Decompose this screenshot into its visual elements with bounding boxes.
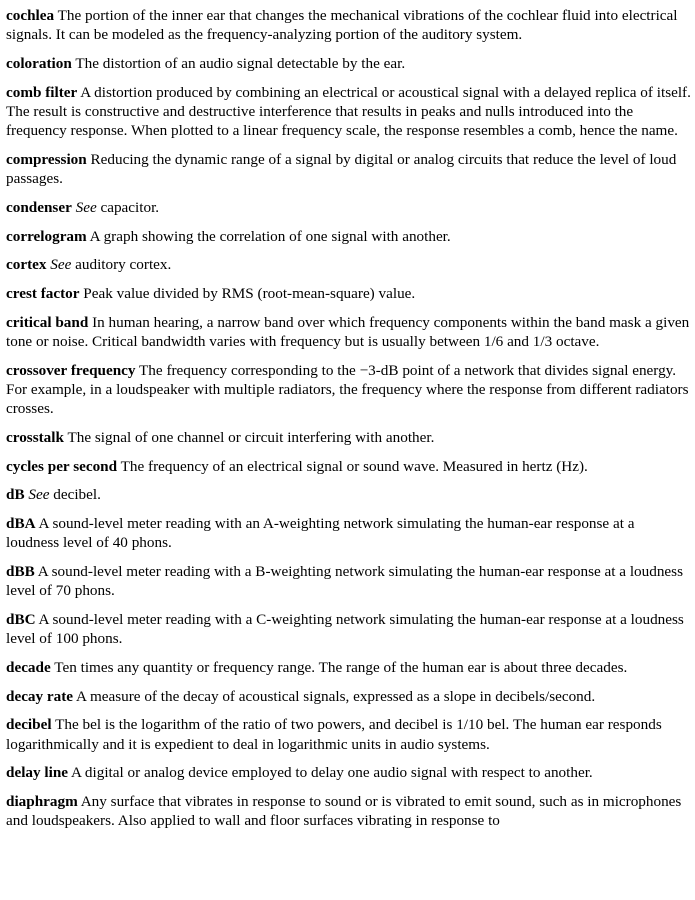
- glossary-entry-cycles-per-second: [6, 457, 691, 476]
- entry-term: crest factor: [6, 285, 80, 302]
- entry-definition: decibel.: [53, 486, 101, 504]
- glossary-entry-cortex: [6, 255, 691, 274]
- entry-definition: capacitor.: [100, 198, 160, 216]
- entry-definition: A sound-level meter reading with a B-weighting network simulating the human-ear response at a loudness level of 70 phons.: [6, 563, 683, 600]
- entry-definition: Peak value divided by RMS (root-mean-square) value.: [83, 285, 416, 302]
- glossary-entry-decade: [6, 658, 691, 677]
- entry-term: decade: [6, 658, 51, 676]
- glossary-entry-coloration: [6, 54, 691, 73]
- entry-definition: A graph showing the correlation of one signal with another.: [89, 227, 451, 245]
- entry-term: critical band: [6, 313, 89, 331]
- entry-term: dBC: [6, 610, 36, 628]
- entry-definition: A sound-level meter reading with a C-weighting network simulating the human-ear response at a loudness level of 100 phons.: [6, 610, 684, 648]
- glossary-entry-decay-rate: [6, 687, 691, 706]
- glossary-entry-comb-filter: [6, 83, 691, 141]
- entry-definition: The signal of one channel or circuit interfering with another.: [67, 428, 435, 446]
- entry-definition: The frequency corresponding to the −3-dB point of a network that divides signal energy. For example, in a loudspeaker with multiple radiators, the frequency where the response from different radiators crosses.: [6, 361, 689, 418]
- entry-term: cochlea: [6, 7, 55, 24]
- glossary-entry-crossover-frequency: [6, 361, 691, 419]
- entry-definition: A sound-level meter reading with an A-weighting network simulating the human-ear response at a loudness level of 40 phons.: [6, 515, 635, 552]
- entry-term: dBA: [6, 515, 36, 533]
- entry-term: condenser: [6, 198, 72, 216]
- glossary-entry-dbb: [6, 562, 691, 601]
- entry-term: coloration: [6, 54, 72, 72]
- entry-definition: The bel is the logarithm of the ratio of two powers, and decibel is 1/10 bel. The human ear responds logarithmically and it is expedient to deal in logarithmic units in audio systems.: [6, 716, 662, 753]
- entry-definition: In human hearing, a narrow band over which frequency components within the band mask a given tone or noise. Critical bandwidth varies with frequency but is usually between 1/6 and 1/3 octave.: [6, 313, 690, 350]
- glossary-entry-diaphragm: [6, 792, 691, 831]
- entry-term: comb filter: [6, 83, 78, 101]
- entry-term: crossover frequency: [6, 361, 136, 379]
- entry-term: delay line: [6, 764, 69, 782]
- entry-term: compression: [6, 150, 87, 168]
- entry-definition: A distortion produced by combining an electrical or acoustical signal with a delayed replica of itself. The result is constructive and destructive interference that results in peaks and nulls introduced into the frequency response. When plotted to a linear frequency scale, the response resembles a comb, hence the name.: [6, 83, 691, 140]
- entry-definition: Reducing the dynamic range of a signal by digital or analog circuits that reduce the level of loud passages.: [6, 150, 677, 188]
- entry-definition: The distortion of an audio signal detectable by the ear.: [75, 54, 406, 72]
- glossary-entry-critical-band: [6, 313, 691, 352]
- entry-definition: auditory cortex.: [75, 256, 172, 274]
- entry-term: dBB: [6, 563, 35, 580]
- entry-definition: The portion of the inner ear that changes the mechanical vibrations of the cochlear fluid into electrical signals. It can be modeled as the frequency-analyzing portion of the auditory system.: [6, 7, 678, 44]
- glossary-entry-decibel: [6, 715, 691, 754]
- entry-term: decibel: [6, 716, 52, 734]
- entry-definition: A measure of the decay of acoustical signals, expressed as a slope in decibels/second.: [76, 687, 596, 705]
- entry-term: cycles per second: [6, 457, 118, 475]
- entry-term: correlogram: [6, 227, 87, 245]
- entry-term: dB: [6, 486, 25, 504]
- entry-definition: A digital or analog device employed to delay one audio signal with respect to another.: [71, 764, 593, 782]
- glossary-entry-db: [6, 485, 691, 504]
- entry-term: decay rate: [6, 687, 74, 705]
- entry-term: diaphragm: [6, 793, 78, 811]
- glossary-entry-correlogram: [6, 227, 691, 246]
- glossary-entry-crest-factor: [6, 284, 691, 303]
- entry-see-reference: See: [50, 256, 72, 274]
- entry-definition: Ten times any quantity or frequency range. The range of the human ear is about three decades.: [54, 658, 628, 676]
- glossary-entry-dbc: [6, 610, 691, 649]
- entry-see-reference: See: [75, 198, 97, 216]
- glossary-entry-compression: [6, 150, 691, 189]
- glossary-entry-dba: [6, 514, 691, 553]
- entry-see-reference: See: [28, 486, 50, 504]
- entry-term: cortex: [6, 256, 47, 274]
- entry-definition: The frequency of an electrical signal or sound wave. Measured in hertz (Hz).: [120, 457, 588, 475]
- glossary-page: [6, 0, 691, 840]
- entry-term: crosstalk: [6, 428, 64, 446]
- glossary-entry-crosstalk: [6, 428, 691, 447]
- glossary-entry-delay-line: [6, 763, 691, 782]
- glossary-entry-condenser: [6, 198, 691, 217]
- glossary-entry-cochlea: [6, 6, 691, 45]
- entry-definition: Any surface that vibrates in response to sound or is vibrated to emit sound, such as in microphones and loudspeakers. Also applied to wall and floor surfaces vibrating in response to: [6, 793, 682, 830]
